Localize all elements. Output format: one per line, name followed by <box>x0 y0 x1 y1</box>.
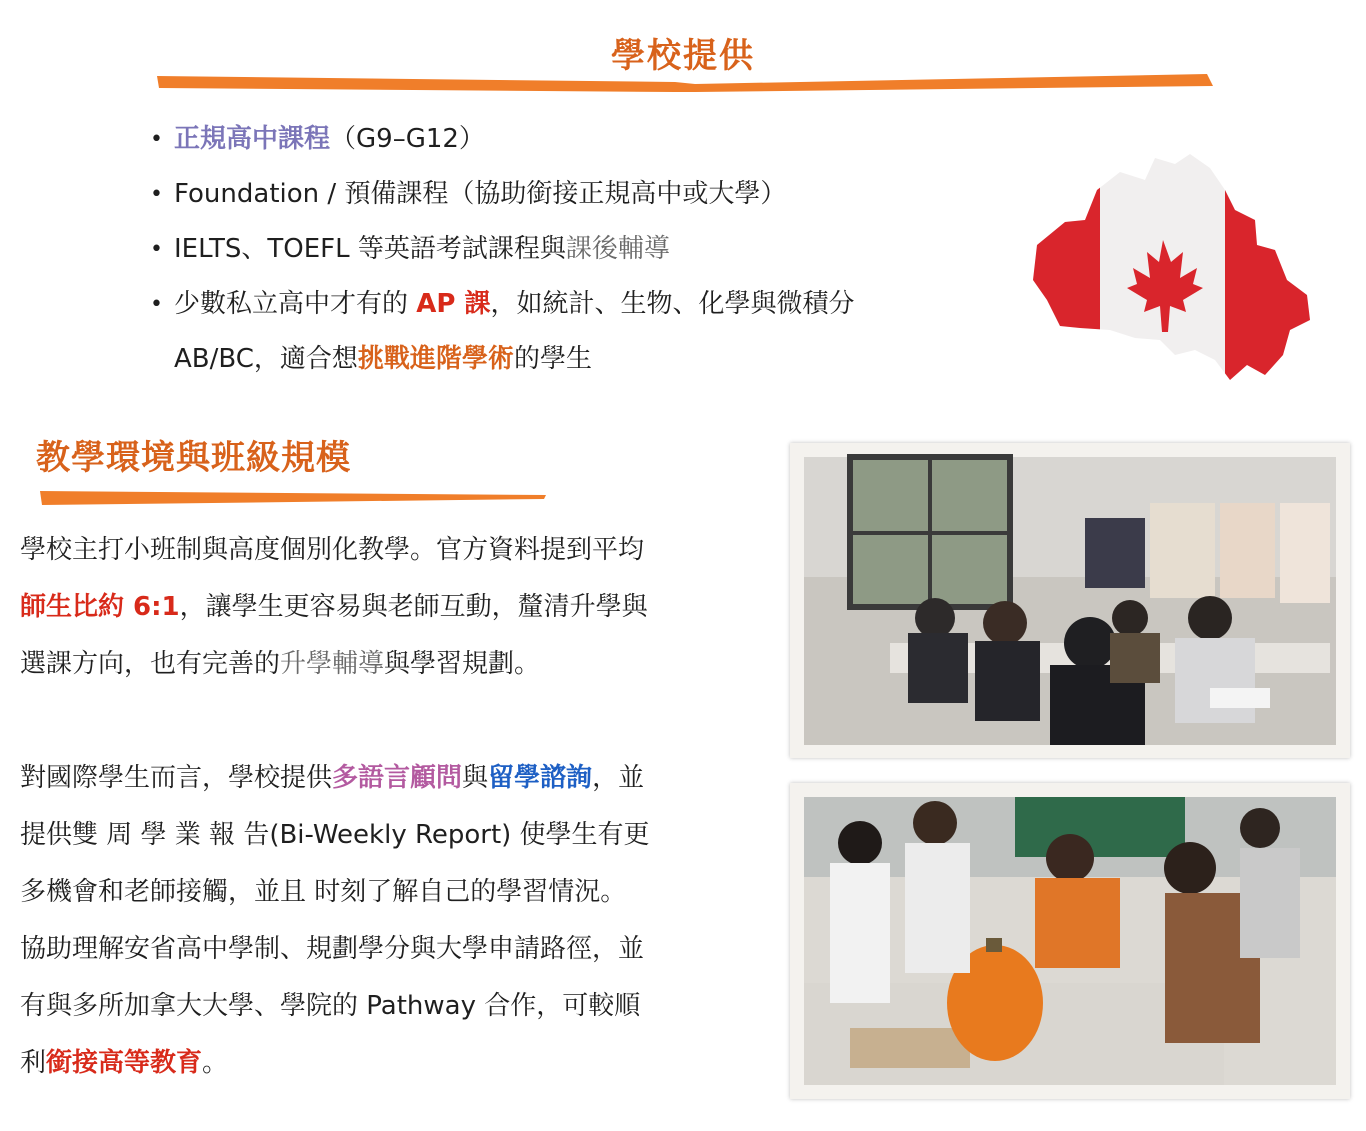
classroom-photo <box>790 443 1350 758</box>
list-item: • 正規高中課程（G9–G12） <box>150 112 980 167</box>
list-item: • Foundation / 預備課程（協助銜接正規高中或大學） <box>150 167 980 222</box>
paragraph-international-support: 對國際學生而言，學校提供多語言顧問與留學諮詢，並 提供雙 周 學 業 報 告(Bi-Weekly Report) 使學生有更 多機會和老師接觸，並且 时刻了解自己的學習情況。 協助理解安省高中學制、規劃學分與大學申請路徑，並 有與多所加拿大大學、學院的 Pathway 合作，可較順 利銜接高等教育。 <box>20 763 650 1078</box>
section-title-teaching-environment: 教學環境與班級規模 <box>36 438 351 478</box>
title-underline-brush <box>38 487 548 507</box>
offer-list <box>150 112 980 387</box>
list-item: • 少數私立高中才有的 AP 課，如統計、生物、化學與微積分 AB/BC，適合想挑戰進階學術的學生 <box>150 277 980 387</box>
title-underline-brush <box>155 70 1215 94</box>
pumpkin-activity-photo <box>790 783 1350 1099</box>
section-title-school-offers: 學校提供 <box>611 36 755 76</box>
list-item: • IELTS、TOEFL 等英語考試課程與課後輔導 <box>150 222 980 277</box>
paragraph-class-size: 學校主打小班制與高度個別化教學。官方資料提到平均 師生比約 6:1，讓學生更容易與老師互動，釐清升學與 選課方向，也有完善的升學輔導與學習規劃。 <box>20 535 648 679</box>
canada-flag-map-image <box>1025 150 1315 390</box>
